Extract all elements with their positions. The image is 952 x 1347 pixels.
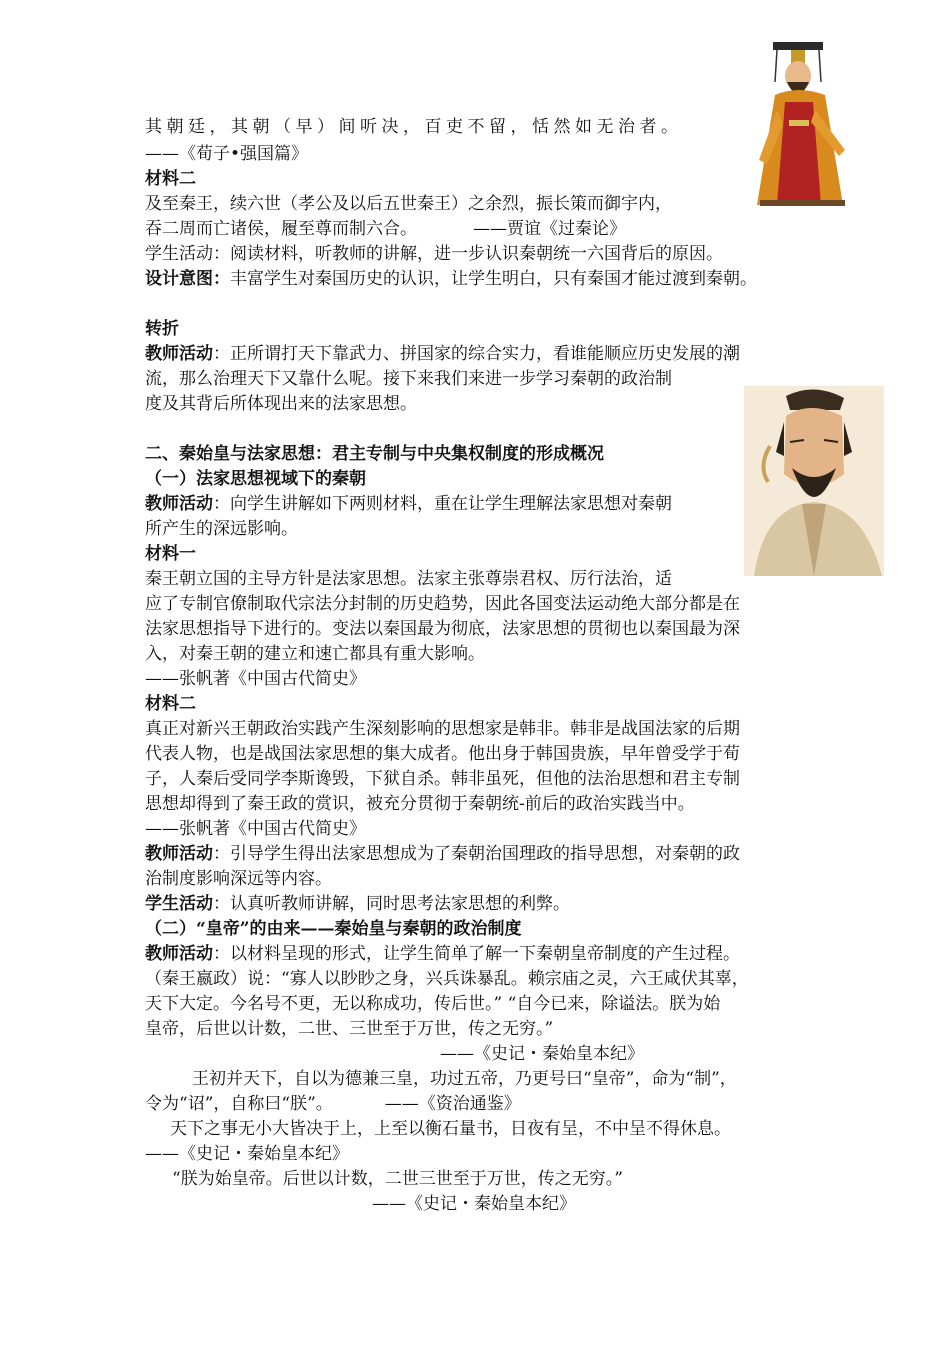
text-line: 天下大定。今名号不更，无以称成功，传后世。” “自今已来，除谥法。朕为始 — [145, 994, 721, 1014]
text-line: 入，对秦王朝的建立和速亡都具有重大影响。 — [145, 644, 485, 664]
text-segment: 丰富学生对秦国历史的认识，让学生明白，只有秦国才能过渡到秦朝。 — [230, 269, 757, 289]
citation-line: ——《史记・秦始皇本纪》 — [440, 1044, 644, 1064]
text-line — [145, 492, 672, 516]
text-segment: ：正所谓打天下靠武力、拼国家的综合实力，看谁能顺应历史发展的潮 — [213, 344, 740, 364]
label-teacher-activity: 教师活动 — [145, 344, 213, 364]
text-line: 真正对新兴王朝政治实践产生深刻影响的思想家是韩非。韩非是战国法家的后期 — [145, 719, 740, 739]
text-line — [145, 892, 570, 916]
text-segment: ：以材料呈现的形式，让学生简单了解一下秦朝皇帝制度的产生过程。 — [213, 944, 740, 964]
text-segment: 吞二周而亡诸侯，履至尊而制六合。 — [145, 219, 417, 239]
label-student-activity: 学生活动 — [145, 894, 213, 914]
label-teacher-activity: 教师活动 — [145, 944, 213, 964]
text-line — [145, 342, 740, 366]
label-design-intent: 设计意图： — [145, 269, 230, 289]
label-teacher-activity: 教师活动 — [145, 844, 213, 864]
text-line: 秦王朝立国的主导方针是法家思想。法家主张尊崇君权、厉行法治，适 — [145, 569, 672, 589]
text-line: 法家思想指导下进行的。变法以秦国最为彻底，法家思想的贯彻也以秦国最为深 — [145, 619, 740, 639]
text-line — [145, 842, 740, 866]
citation-line: ——张帆著《中国古代简史》 — [145, 819, 366, 839]
citation-line: ——《史记・秦始皇本纪》 — [145, 1144, 349, 1164]
hanfei-portrait — [744, 386, 884, 576]
text-line — [145, 267, 757, 291]
text-line: 应了专制官僚制取代宗法分封制的历史趋势，因此各国变法运动绝大部分都是在 — [145, 594, 740, 614]
citation-segment: ——贾谊《过秦论》 — [473, 219, 626, 239]
material-heading: 材料二 — [145, 169, 196, 189]
citation-line: ——《荀子•强国篇》 — [145, 144, 309, 164]
text-line — [145, 942, 740, 966]
text-line: 天下之事无小大皆决于上，上至以衡石量书，日夜有呈，不中呈不得休息。 — [170, 1119, 731, 1139]
qin-emperor-portrait — [755, 40, 861, 212]
text-segment: 令为“诏”，自称曰“朕”。 — [145, 1094, 333, 1114]
section-heading-transition: 转折 — [145, 319, 179, 339]
citation-segment: ——《资治通鉴》 — [384, 1094, 521, 1114]
text-line — [145, 1092, 521, 1116]
material-heading: 材料二 — [145, 694, 196, 714]
text-line: （秦王嬴政）说：“寡人以眇眇之身，兴兵诛暴乱。赖宗庙之灵，六王咸伏其辜， — [145, 969, 749, 989]
citation-line: ——张帆著《中国古代简史》 — [145, 669, 366, 689]
text-line: 思想却得到了秦王政的赏识，被充分贯彻于秦朝统-前后的政治实践当中。 — [145, 794, 695, 814]
text-line: 代表人物，也是战国法家思想的集大成者。他出身于韩国贵族，早年曾受学于荀 — [145, 744, 740, 764]
text-line: 学生活动：阅读材料，听教师的讲解，进一步认识秦朝统一六国背后的原因。 — [145, 244, 723, 264]
text-segment: ：认真听教师讲解，同时思考法家思想的利弊。 — [213, 894, 570, 914]
text-line: 及至秦王，续六世（孝公及以后五世秦王）之余烈，振长策而御宇内， — [145, 194, 672, 214]
text-line: 王初并天下，自以为德兼三皇，功过五帝，乃更号曰“皇帝”，命为“制”， — [192, 1069, 737, 1089]
material-heading: 材料一 — [145, 544, 196, 564]
citation-line: ——《史记・秦始皇本纪》 — [372, 1194, 576, 1214]
text-line: “朕为始皇帝。后世以计数，二世三世至于万世，传之无穷。” — [172, 1169, 623, 1189]
text-line: 治制度影响深远等内容。 — [145, 869, 332, 889]
text-segment: ：向学生讲解如下两则材料，重在让学生理解法家思想对秦朝 — [213, 494, 672, 514]
label-teacher-activity: 教师活动 — [145, 494, 213, 514]
text-segment: ：引导学生得出法家思想成为了秦朝治国理政的指导思想，对秦朝的政 — [213, 844, 740, 864]
text-line — [145, 217, 626, 241]
text-line: 皇帝，后世以计数，二世、三世至于万世，传之无穷。” — [145, 1019, 554, 1039]
text-line: 流，那么治理天下又靠什么呢。接下来我们来进一步学习秦朝的政治制 — [145, 369, 672, 389]
subsection-heading: （一）法家思想视域下的秦朝 — [145, 469, 366, 489]
text-line: 度及其背后所体现出来的法家思想。 — [145, 394, 417, 414]
text-line: 子，人秦后受同学李斯谗毁，下狱自杀。韩非虽死，但他的法治思想和君主专制 — [145, 769, 740, 789]
text-line: 其朝廷，其朝（早）间听决，百吏不留，恬然如无治者。 — [145, 117, 683, 137]
section-heading: 二、秦始皇与法家思想：君主专制与中央集权制度的形成概况 — [145, 444, 604, 464]
text-line: 所产生的深远影响。 — [145, 519, 298, 539]
subsection-heading: （二）“皇帝”的由来——秦始皇与秦朝的政治制度 — [145, 919, 522, 939]
